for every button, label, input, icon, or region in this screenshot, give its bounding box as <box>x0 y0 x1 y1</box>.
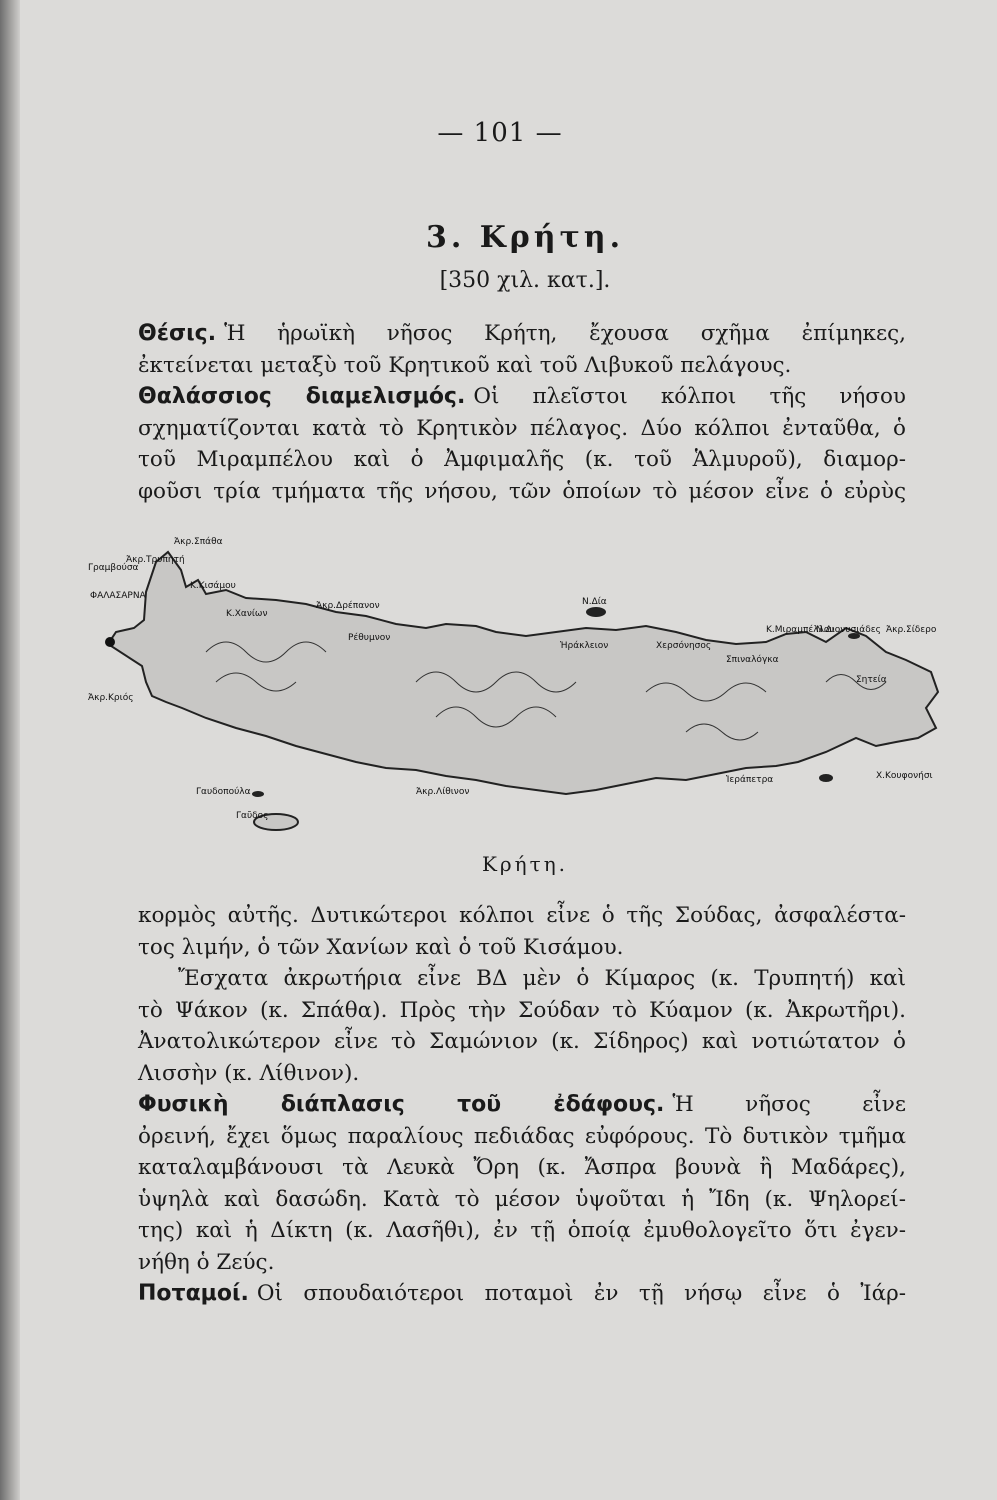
paragraph-heading: Θαλάσσιος διαμελισμός. <box>138 384 466 409</box>
paragraph-heading: Ποταμοί. <box>138 1281 249 1306</box>
text-line: κορμὸς αὐτῆς. Δυτικώτεροι κόλποι εἶνε ὁ τῆς Σούδας, ἀσφαλέστα- <box>138 903 906 928</box>
text-block-bottom <box>138 900 906 1310</box>
map-label: Ἀκρ.Τρυπητή <box>126 555 185 565</box>
map-label: Σητεία <box>856 675 887 685</box>
map-label: Ν.Δία <box>582 597 607 607</box>
crete-map-svg <box>86 532 966 832</box>
koufonisi-island <box>819 774 833 782</box>
map-label: Γαῦδος <box>236 811 269 821</box>
text-line: ὑψηλὰ καὶ δασώδη. Κατὰ τὸ μέσον ὑψοῦται ἡ Ἴδη (κ. Ψηλορεί- <box>138 1186 906 1212</box>
text-line: Φυσικὴ διάπλασις τοῦ ἐδάφους. Ἡ νῆσος εἶνε <box>138 1092 907 1117</box>
area-note: [350 χιλ. κατ.]. <box>439 268 611 293</box>
map-label: Κ.Κισάμου <box>190 581 236 591</box>
text-line: σχηματίζονται κατὰ τὸ Κρητικὸν πέλαγος. Δύο κόλποι ἐνταῦθα, ὁ <box>138 415 906 441</box>
map-label: Ρέθυμνον <box>348 633 391 643</box>
text-line: Ἀνατολικώτερον εἶνε τὸ Σαμώνιον (κ. Σίδηρος) καὶ νοτιώτατον ὁ <box>138 1029 906 1054</box>
map-label: Κ.Χανίων <box>226 609 268 619</box>
map-label: Σπιναλόγκα <box>726 655 779 665</box>
map-label: ΦΑΛΑΣΑΡΝΑ <box>90 591 146 601</box>
text-line: της) καὶ ἡ Δίκτη (κ. Λασῆθι), ἐν τῇ ὁποίᾳ ἐμυθολογεῖτο ὅτι ἐγεν- <box>138 1218 906 1243</box>
section-title: 3. Κρήτη. <box>425 220 625 255</box>
gavdopoula-island <box>252 791 264 797</box>
map-label: Ν.Διονυσιάδες <box>816 625 881 635</box>
text-line: τος λιμήν, ὁ τῶν Χανίων καὶ ὁ τοῦ Κισάμου. <box>138 934 624 960</box>
map-label: Χ.Κουφονήσι <box>876 771 933 781</box>
text-line: Θέσις. Ἡ ἡρωϊκὴ νῆσος Κρήτη, ἔχουσα σχῆμα ἐπίμηκες, <box>138 321 906 346</box>
text-block-top <box>138 318 906 507</box>
map-label: Ἀκρ.Κριός <box>88 693 134 703</box>
map-label: Ἀκρ.Δρέπανον <box>316 601 380 611</box>
pontikonisi-island <box>105 637 115 647</box>
text-line: καταλαμβάνουσι τὰ Λευκὰ Ὄρη (κ. Ἄσπρα βουνὰ ἢ Μαδάρες), <box>138 1155 906 1180</box>
map-label: Ἀκρ.Λίθινον <box>416 787 470 797</box>
text-line: νήθη ὁ Ζεύς. <box>138 1249 275 1275</box>
crete-map <box>86 532 966 832</box>
map-label: Κ.Μιραμπέλλου <box>766 625 835 635</box>
text-line: φοῦσι τρία τμήματα τῆς νήσου, τῶν ὁποίων τὸ μέσον εἶνε ὁ εὐρὺς <box>138 478 906 504</box>
text-line: ἐκτείνεται μεταξὺ τοῦ Κρητικοῦ καὶ τοῦ Λιβυκοῦ πελάγους. <box>138 352 792 378</box>
map-label: Ἱεράπετρα <box>726 775 774 785</box>
map-label: Ἀκρ.Σίδερο <box>886 625 937 635</box>
map-label: Ἀκρ.Σπάθα <box>174 537 223 547</box>
map-label: Γραμβούσα <box>88 563 139 573</box>
paragraph-heading: Φυσικὴ διάπλασις τοῦ ἐδάφους. <box>138 1092 665 1117</box>
page-number: — 101 — <box>437 118 563 148</box>
text-line: τὸ Ψάκον (κ. Σπάθα). Πρὸς τὴν Σούδαν τὸ Κύαμον (κ. Ἀκρωτῆρι). <box>138 997 906 1023</box>
text-line: Ποταμοί. Οἱ σπουδαιότεροι ποταμοὶ ἐν τῇ νήσῳ εἶνε ὁ Ἰάρ- <box>138 1281 906 1306</box>
map-label: Γαυδοπούλα <box>196 787 251 797</box>
text-line: Ἔσχατα ἀκρωτήρια εἶνε ΒΔ μὲν ὁ Κίμαρος (κ. Τρυπητή) καὶ <box>178 966 906 991</box>
text-line: ὀρεινή, ἔχει ὅμως παραλίους πεδιάδας εὐφόρους. Τὸ δυτικὸν τμῆμα <box>138 1123 906 1149</box>
map-label: Ἡράκλειον <box>560 641 609 651</box>
text-line: Θαλάσσιος διαμελισμός. Οἱ πλεῖστοι κόλποι τῆς νήσου <box>138 384 906 409</box>
map-label: Χερσόνησος <box>656 641 712 651</box>
dia-island <box>586 607 606 617</box>
text-line: τοῦ Μιραμπέλου καὶ ὁ Ἀμφιμαλῆς (κ. τοῦ Ἁλμυροῦ), διαμορ- <box>138 447 906 472</box>
paragraph-heading: Θέσις. <box>138 321 217 346</box>
map-caption: Κρήτη. <box>481 852 569 876</box>
text-line: Λισσὴν (κ. Λίθινον). <box>138 1060 360 1086</box>
